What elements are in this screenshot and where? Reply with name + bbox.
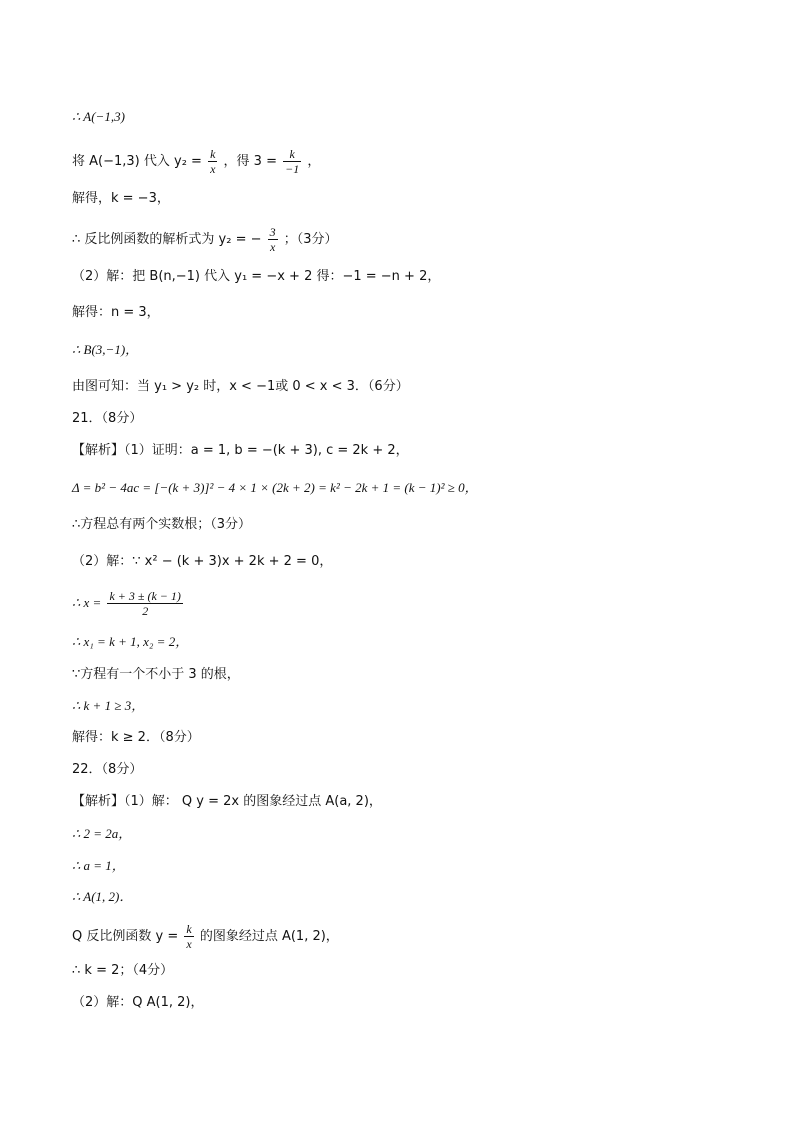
line-21-proof <box>72 442 409 460</box>
text: 将 A(−1,3) 代入 y₂ = <box>72 154 202 169</box>
line-quadratic-formula <box>72 589 185 618</box>
text: ∴ x = <box>72 595 102 610</box>
denominator: −1 <box>285 162 300 176</box>
numerator: k + 3 ± (k − 1) <box>109 589 181 603</box>
fraction-k-over-x <box>208 147 217 176</box>
text: 【解析】（1）解： Q y = 2x 的图象经过点 A(a, 2)， <box>72 794 382 809</box>
line-question-22 <box>72 761 142 779</box>
line-solve-k <box>72 190 170 208</box>
line-a-1-2 <box>72 888 132 907</box>
text: ∴ A(1, 2)． <box>72 889 133 904</box>
line-substitute <box>72 147 320 176</box>
line-inverse-function <box>72 225 338 254</box>
text: ∴ 2 = 2a， <box>72 826 132 841</box>
fraction-3-over-x <box>268 225 278 254</box>
line-a-point <box>72 108 125 127</box>
numerator: k <box>210 147 216 161</box>
text: ，得 3 = <box>223 154 277 169</box>
line-part2-substitute <box>72 268 440 286</box>
text: 解得：n = 3， <box>72 305 160 320</box>
line-b-point <box>72 341 138 360</box>
text: ∴ x₁ = k + 1, x₂ = 2， <box>72 634 189 649</box>
line-root-condition <box>72 666 240 684</box>
text: ；（3分） <box>283 232 338 247</box>
denominator: x <box>269 240 276 254</box>
text: Q 反比例函数 y = <box>72 929 179 944</box>
fraction-k-over-neg1 <box>283 147 301 176</box>
fraction-roots <box>107 589 182 618</box>
line-k-inequality <box>72 697 144 716</box>
numerator: k <box>186 922 192 936</box>
text: ∵方程有一个不小于 3 的根， <box>72 667 240 682</box>
line-22-part2 <box>72 994 203 1012</box>
text: 解得，k = −3， <box>72 191 170 206</box>
text: ∴ k = 2；（4分） <box>72 963 174 978</box>
line-two-real-roots <box>72 516 251 534</box>
denominator: x <box>186 937 192 951</box>
line-question-21 <box>72 410 142 428</box>
text: 21．（8分） <box>72 411 143 426</box>
text: （2）解：Q A(1, 2)， <box>72 995 204 1010</box>
text: ∴ A(−1,3) <box>72 109 125 124</box>
line-solve-k-ge-2 <box>72 729 200 747</box>
line-from-graph <box>72 378 409 396</box>
line-inverse-through-a <box>72 922 339 951</box>
line-solve-n <box>72 304 160 322</box>
text: （2）解：∵ x² − (k + 3)x + 2k + 2 = 0， <box>72 554 333 569</box>
line-k-eq-2 <box>72 962 173 980</box>
line-roots <box>72 633 188 652</box>
numerator: k <box>283 147 301 162</box>
text: 解得：k ≥ 2．（8分） <box>72 730 200 745</box>
line-a-eq-1 <box>72 857 125 876</box>
text: ， <box>307 154 321 169</box>
text: 的图象经过点 A(1, 2)， <box>199 929 339 944</box>
numerator: 3 <box>269 225 276 239</box>
text: 22．（8分） <box>72 762 143 777</box>
text: ∴ B(3,−1)， <box>72 342 139 357</box>
text: 由图可知：当 y₁ > y₂ 时，x < −1或 0 < x < 3．（6分） <box>72 379 409 394</box>
line-22-part1 <box>72 793 382 811</box>
fraction-k-over-x-2 <box>184 922 193 951</box>
line-discriminant <box>72 479 478 498</box>
text: （2）解：把 B(n,−1) 代入 y₁ = −x + 2 得：−1 = −n + 2， <box>72 269 441 284</box>
text: ∴ 反比例函数的解析式为 y₂ = − <box>72 232 262 247</box>
denominator: x <box>210 162 216 176</box>
text: Δ = b² − 4ac = [−(k + 3)]² − 4 × 1 × (2k + 2) = k² − 2k + 1 = (k − 1)² ≥ 0， <box>72 480 478 495</box>
text: ∴方程总有两个实数根；（3分） <box>72 517 252 532</box>
text: ∴ k + 1 ≥ 3， <box>72 698 145 713</box>
denominator: 2 <box>142 604 149 618</box>
text: 【解析】（1）证明：a = 1, b = −(k + 3), c = 2k + 2， <box>72 443 409 458</box>
line-2-eq-2a <box>72 825 131 844</box>
text: ∴ a = 1， <box>72 858 125 873</box>
line-21-part2 <box>72 553 332 571</box>
